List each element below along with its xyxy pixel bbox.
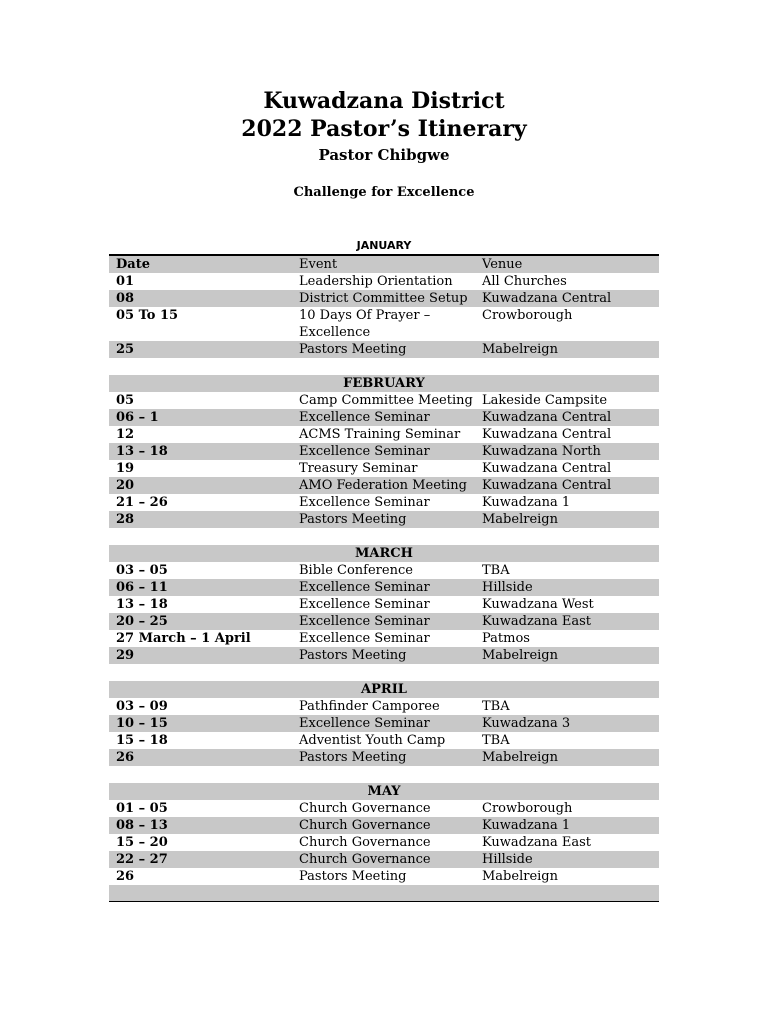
- table-row: [109, 732, 659, 749]
- cell-venue: Mabelreign: [482, 869, 558, 884]
- cell-date: 06 – 1: [116, 410, 159, 425]
- cell-venue: Kuwadzana Central: [482, 461, 612, 476]
- table-row: [109, 834, 659, 851]
- cell-date: 27 March – 1 April: [116, 631, 251, 646]
- cell-venue: Mabelreign: [482, 750, 558, 765]
- cell-date: 01: [116, 274, 135, 289]
- cell-venue: Crowborough: [482, 308, 573, 323]
- cell-venue: Lakeside Campsite: [482, 393, 608, 408]
- cell-event: AMO Federation Meeting: [299, 478, 467, 493]
- cell-venue: Hillside: [482, 580, 533, 595]
- pastor-name: Pastor Chibgwe: [318, 146, 450, 164]
- column-header-venue: Venue: [482, 257, 523, 272]
- cell-date: 21 – 26: [116, 495, 168, 510]
- table-row: [109, 868, 659, 885]
- table-row: [109, 477, 659, 494]
- cell-event: Camp Committee Meeting: [299, 393, 473, 408]
- table-row: [109, 307, 659, 341]
- month-heading: MARCH: [109, 545, 659, 562]
- cell-venue: TBA: [482, 563, 510, 578]
- cell-venue: Kuwadzana East: [482, 614, 591, 629]
- column-header-row: [109, 256, 659, 273]
- cell-date: 05 To 15: [116, 308, 179, 323]
- cell-date: 06 – 11: [116, 580, 168, 595]
- cell-venue: Hillside: [482, 852, 533, 867]
- table-row: [109, 460, 659, 477]
- cell-event: Pastors Meeting: [299, 342, 407, 357]
- table-row: [109, 817, 659, 834]
- cell-date: 25: [116, 342, 135, 357]
- cell-date: 29: [116, 648, 135, 663]
- theme-text: Challenge for Excellence: [293, 185, 475, 200]
- cell-date: 05: [116, 393, 135, 408]
- cell-date: 15 – 20: [116, 835, 168, 850]
- table-row: [109, 562, 659, 579]
- column-header-event: Event: [299, 257, 338, 272]
- table-row: [109, 647, 659, 664]
- cell-venue: Crowborough: [482, 801, 573, 816]
- cell-date: 20: [116, 478, 135, 493]
- cell-venue: Kuwadzana 3: [482, 716, 571, 731]
- cell-event: Excellence Seminar: [299, 631, 430, 646]
- cell-date: 26: [116, 869, 135, 884]
- table-row: [109, 290, 659, 307]
- table-row: [109, 715, 659, 732]
- cell-event: Excellence Seminar: [299, 580, 430, 595]
- month-spacer: [109, 664, 659, 681]
- month-spacer: [109, 528, 659, 545]
- cell-date: 10 – 15: [116, 716, 168, 731]
- cell-date: 01 – 05: [116, 801, 168, 816]
- cell-date: 19: [116, 461, 135, 476]
- cell-event: Church Governance: [299, 818, 431, 833]
- table-row: [109, 851, 659, 868]
- cell-event: Treasury Seminar: [299, 461, 418, 476]
- cell-venue: Patmos: [482, 631, 530, 646]
- column-header-date: Date: [116, 257, 150, 272]
- cell-event: Church Governance: [299, 835, 431, 850]
- cell-venue: Kuwadzana Central: [482, 410, 612, 425]
- month-heading: APRIL: [109, 681, 659, 698]
- cell-event: Church Governance: [299, 801, 431, 816]
- table-row: [109, 392, 659, 409]
- table-row: [109, 630, 659, 647]
- table-row: [109, 426, 659, 443]
- cell-date: 08 – 13: [116, 818, 168, 833]
- cell-venue: TBA: [482, 733, 510, 748]
- cell-event: Pastors Meeting: [299, 512, 407, 527]
- cell-venue: Kuwadzana East: [482, 835, 591, 850]
- table-end-bar: [109, 885, 659, 902]
- cell-event: Excellence Seminar: [299, 614, 430, 629]
- cell-event: 10 Days Of Prayer – Excellence: [299, 308, 431, 340]
- cell-date: 26: [116, 750, 135, 765]
- cell-date: 13 – 18: [116, 597, 168, 612]
- cell-event: Pastors Meeting: [299, 648, 407, 663]
- cell-event: Bible Conference: [299, 563, 413, 578]
- cell-event: Excellence Seminar: [299, 410, 430, 425]
- month-heading: FEBRUARY: [109, 375, 659, 392]
- cell-date: 15 – 18: [116, 733, 168, 748]
- cell-event: Leadership Orientation: [299, 274, 453, 289]
- table-row: [109, 273, 659, 290]
- cell-event: ACMS Training Seminar: [299, 427, 461, 442]
- cell-date: 20 – 25: [116, 614, 168, 629]
- cell-venue: Kuwadzana Central: [482, 427, 612, 442]
- month-heading: MAY: [109, 783, 659, 800]
- cell-venue: TBA: [482, 699, 510, 714]
- cell-venue: Kuwadzana 1: [482, 495, 571, 510]
- month-spacer: [109, 358, 659, 375]
- month-heading: JANUARY: [109, 237, 659, 256]
- month-spacer: [109, 766, 659, 783]
- table-row: [109, 511, 659, 528]
- cell-date: 03 – 09: [116, 699, 168, 714]
- table-row: [109, 698, 659, 715]
- cell-date: 22 – 27: [116, 852, 168, 867]
- schedule-table: [109, 237, 659, 902]
- cell-event: Pathfinder Camporee: [299, 699, 440, 714]
- table-row: [109, 341, 659, 358]
- itinerary-title: 2022 Pastor’s Itinerary: [241, 116, 527, 142]
- cell-venue: Mabelreign: [482, 342, 558, 357]
- table-row: [109, 494, 659, 511]
- table-row: [109, 579, 659, 596]
- cell-date: 08: [116, 291, 135, 306]
- district-title: Kuwadzana District: [263, 88, 505, 114]
- cell-event: Adventist Youth Camp: [299, 733, 446, 748]
- cell-event: Pastors Meeting: [299, 869, 407, 884]
- cell-date: 28: [116, 512, 135, 527]
- cell-venue: Mabelreign: [482, 512, 558, 527]
- cell-venue: Kuwadzana Central: [482, 291, 612, 306]
- table-row: [109, 800, 659, 817]
- table-row: [109, 596, 659, 613]
- cell-date: 03 – 05: [116, 563, 168, 578]
- cell-venue: Kuwadzana Central: [482, 478, 612, 493]
- cell-event: Excellence Seminar: [299, 597, 430, 612]
- cell-event: Excellence Seminar: [299, 495, 430, 510]
- cell-venue: Mabelreign: [482, 648, 558, 663]
- cell-venue: Kuwadzana 1: [482, 818, 571, 833]
- cell-event: Pastors Meeting: [299, 750, 407, 765]
- cell-venue: Kuwadzana West: [482, 597, 594, 612]
- cell-date: 12: [116, 427, 135, 442]
- cell-event: District Committee Setup: [299, 291, 468, 306]
- table-row: [109, 443, 659, 460]
- table-row: [109, 749, 659, 766]
- table-row: [109, 409, 659, 426]
- cell-event: Excellence Seminar: [299, 444, 430, 459]
- cell-date: 13 – 18: [116, 444, 168, 459]
- cell-venue: Kuwadzana North: [482, 444, 601, 459]
- cell-event: Excellence Seminar: [299, 716, 430, 731]
- table-row: [109, 613, 659, 630]
- cell-event: Church Governance: [299, 852, 431, 867]
- cell-venue: All Churches: [482, 274, 567, 289]
